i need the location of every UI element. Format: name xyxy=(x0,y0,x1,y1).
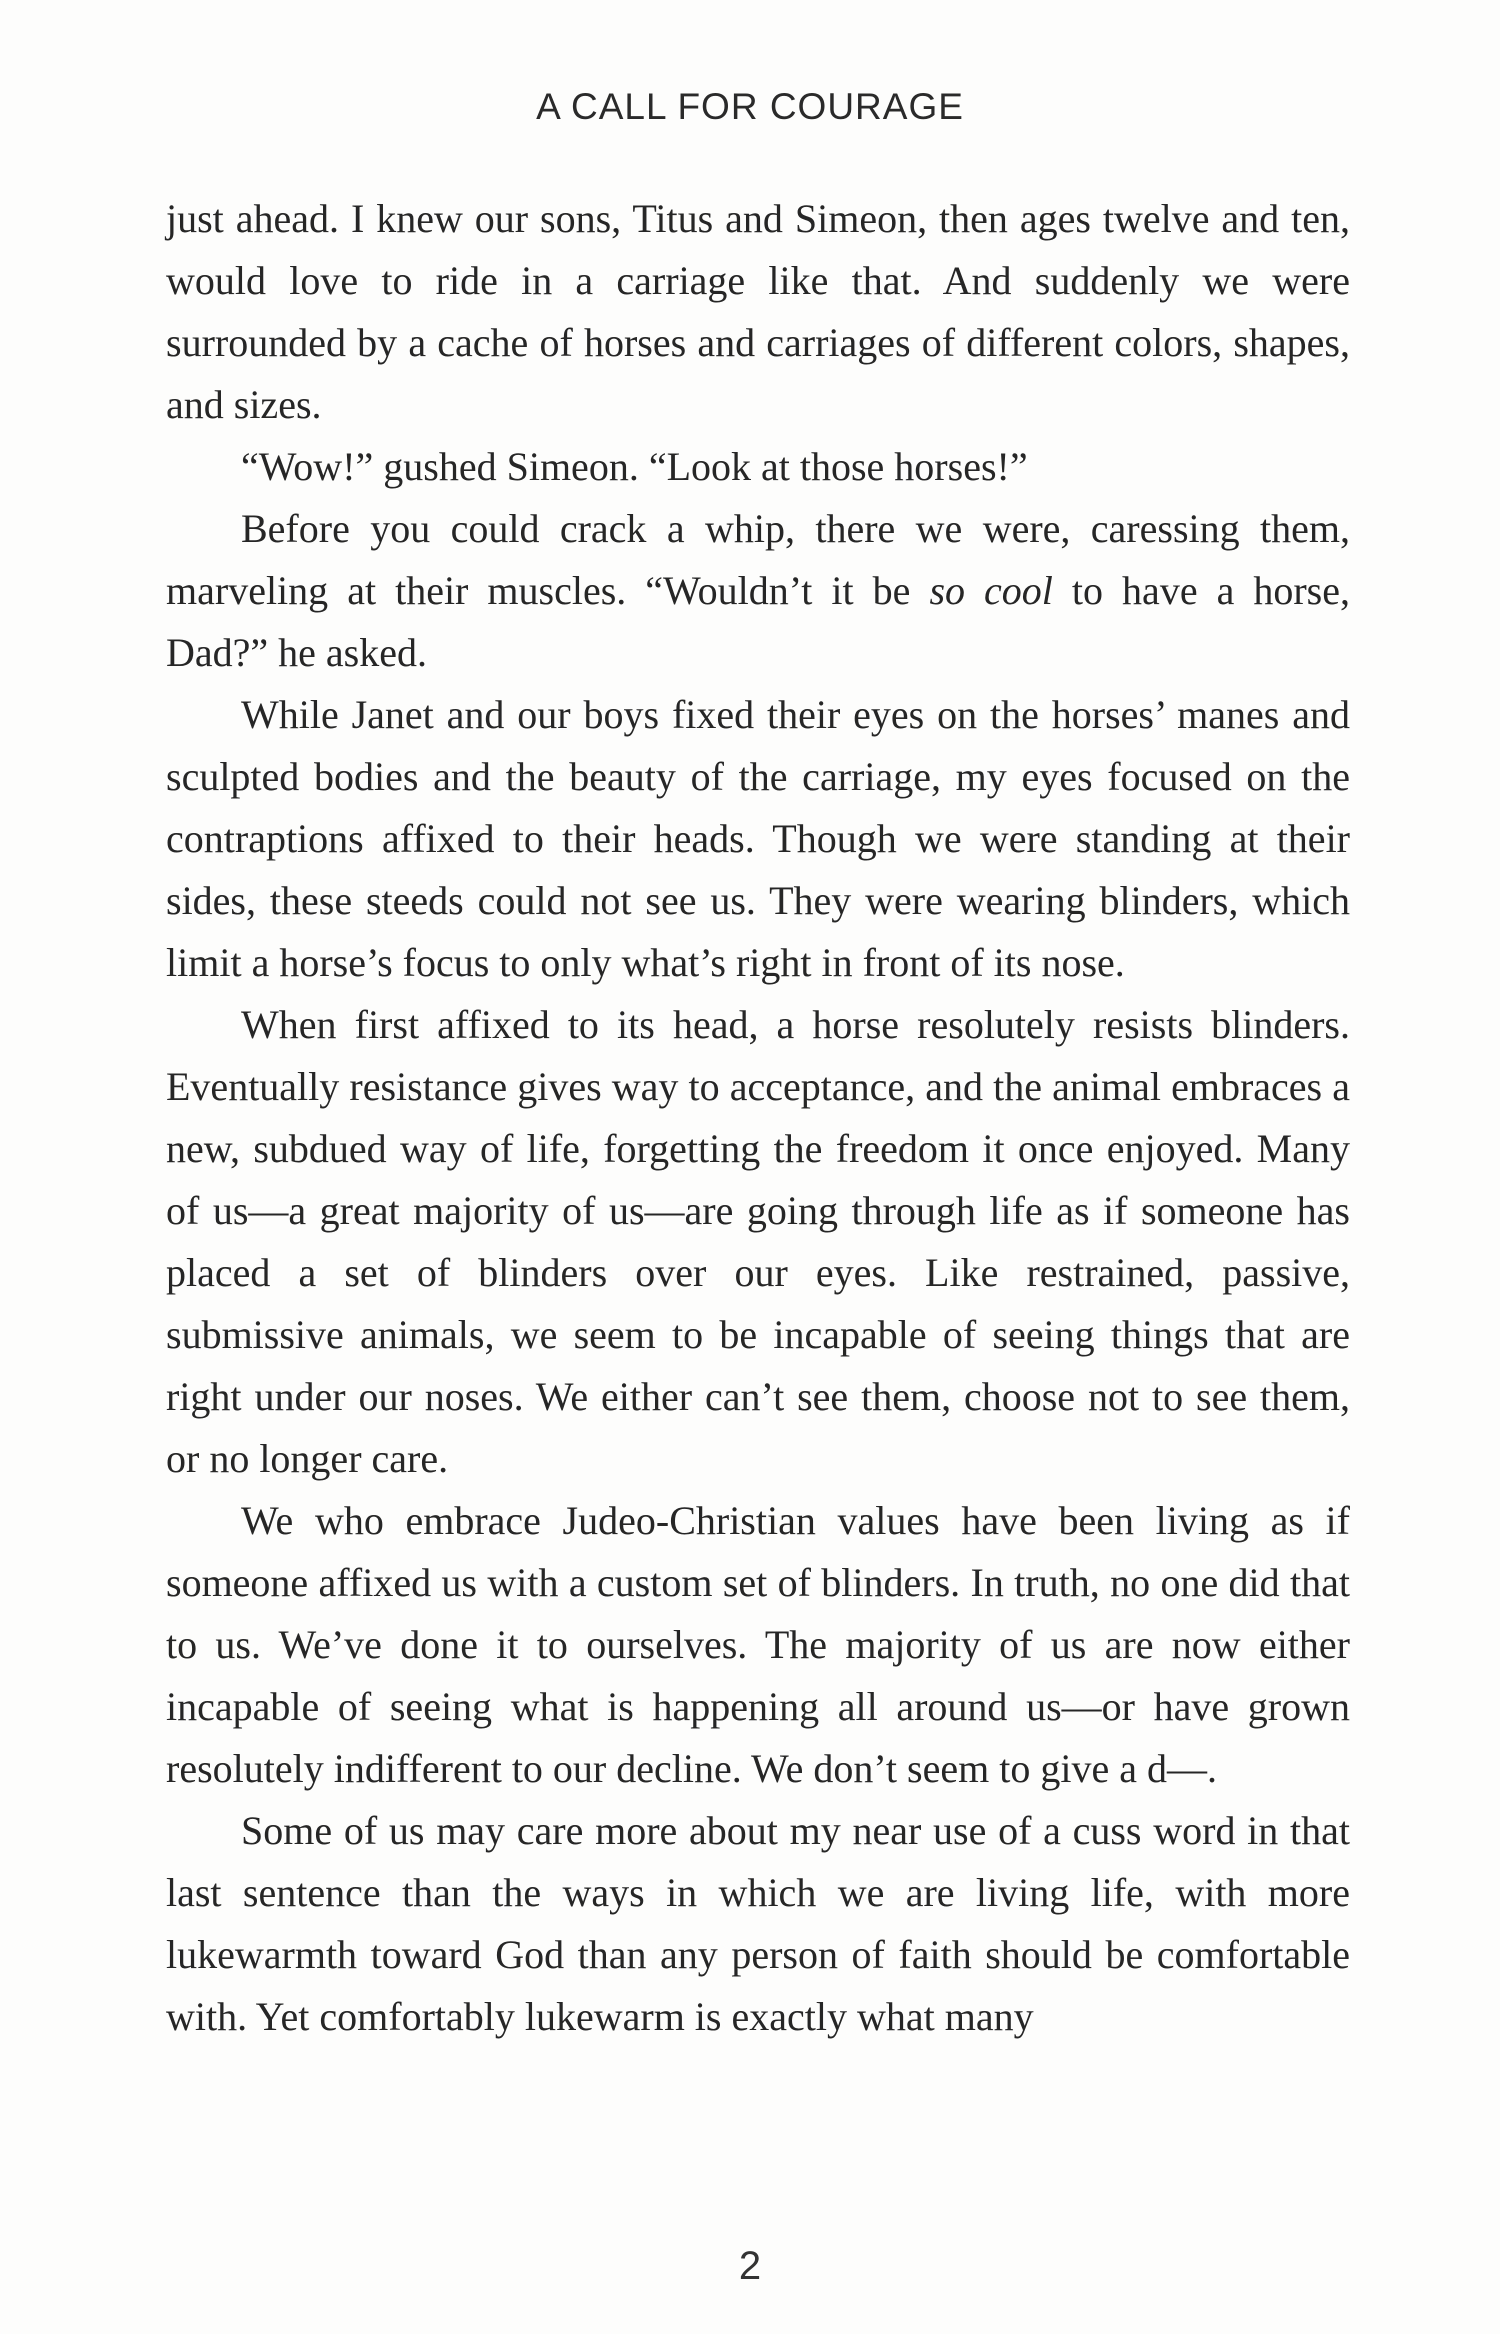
paragraph-3-before: Before you could crack a whip, there we were, caressing them, marveling at their muscles. “Wouldn’t it be xyxy=(166,506,1350,613)
body-text xyxy=(166,188,1350,2048)
running-head: A CALL FOR COURAGE xyxy=(536,86,964,127)
page-number: 2 xyxy=(738,2244,762,2288)
paragraph-4: While Janet and our boys fixed their eyes on the horses’ manes and sculpted bodies and the beauty of the carriage, my eyes focused on the contraptions affixed to their heads. Though we were standing at their sides, these steeds could not see us. They were wearing blinders, which limit a horse’s focus to only what’s right in front of its nose. xyxy=(166,692,1350,985)
paragraph-1: just ahead. I knew our sons, Titus and Simeon, then ages twelve and ten, would love to ride in a carriage like that. And suddenly we were surrounded by a cache of horses and carriages of different colors, shapes, and sizes. xyxy=(166,196,1350,427)
paragraph-7: Some of us may care more about my near use of a cuss word in that last sentence than the ways in which we are living life, with more lukewarmth toward God than any person of faith should be comfortable with. Yet comfortably lukewarm is exactly what many xyxy=(166,1808,1350,2039)
paragraph-5: When first affixed to its head, a horse resolutely resists blinders. Eventually resistance gives way to acceptance, and the animal embraces a new, subdued way of life, forgetting the freedom it once enjoyed. Many of us—a great majority of us—are going through life as if someone has placed a set of blinders over our eyes. Like restrained, passive, submissive animals, we seem to be incapable of seeing things that are right under our noses. We either can’t see them, choose not to see them, or no longer care. xyxy=(166,1002,1350,1481)
paragraph-3-emphasis: so cool xyxy=(929,568,1053,613)
paragraph-3-after: to have a horse, Dad?” he asked. xyxy=(166,568,1350,675)
paragraph-3 xyxy=(166,498,1350,684)
paragraph-2: “Wow!” gushed Simeon. “Look at those horses!” xyxy=(241,444,1028,489)
paragraph-6: We who embrace Judeo-Christian values have been living as if someone affixed us with a custom set of blinders. In truth, no one did that to us. We’ve done it to ourselves. The majority of us are now either incapable of seeing what is happening all around us—or have grown resolutely indifferent to our decline. We don’t seem to give a d—. xyxy=(166,1498,1350,1791)
